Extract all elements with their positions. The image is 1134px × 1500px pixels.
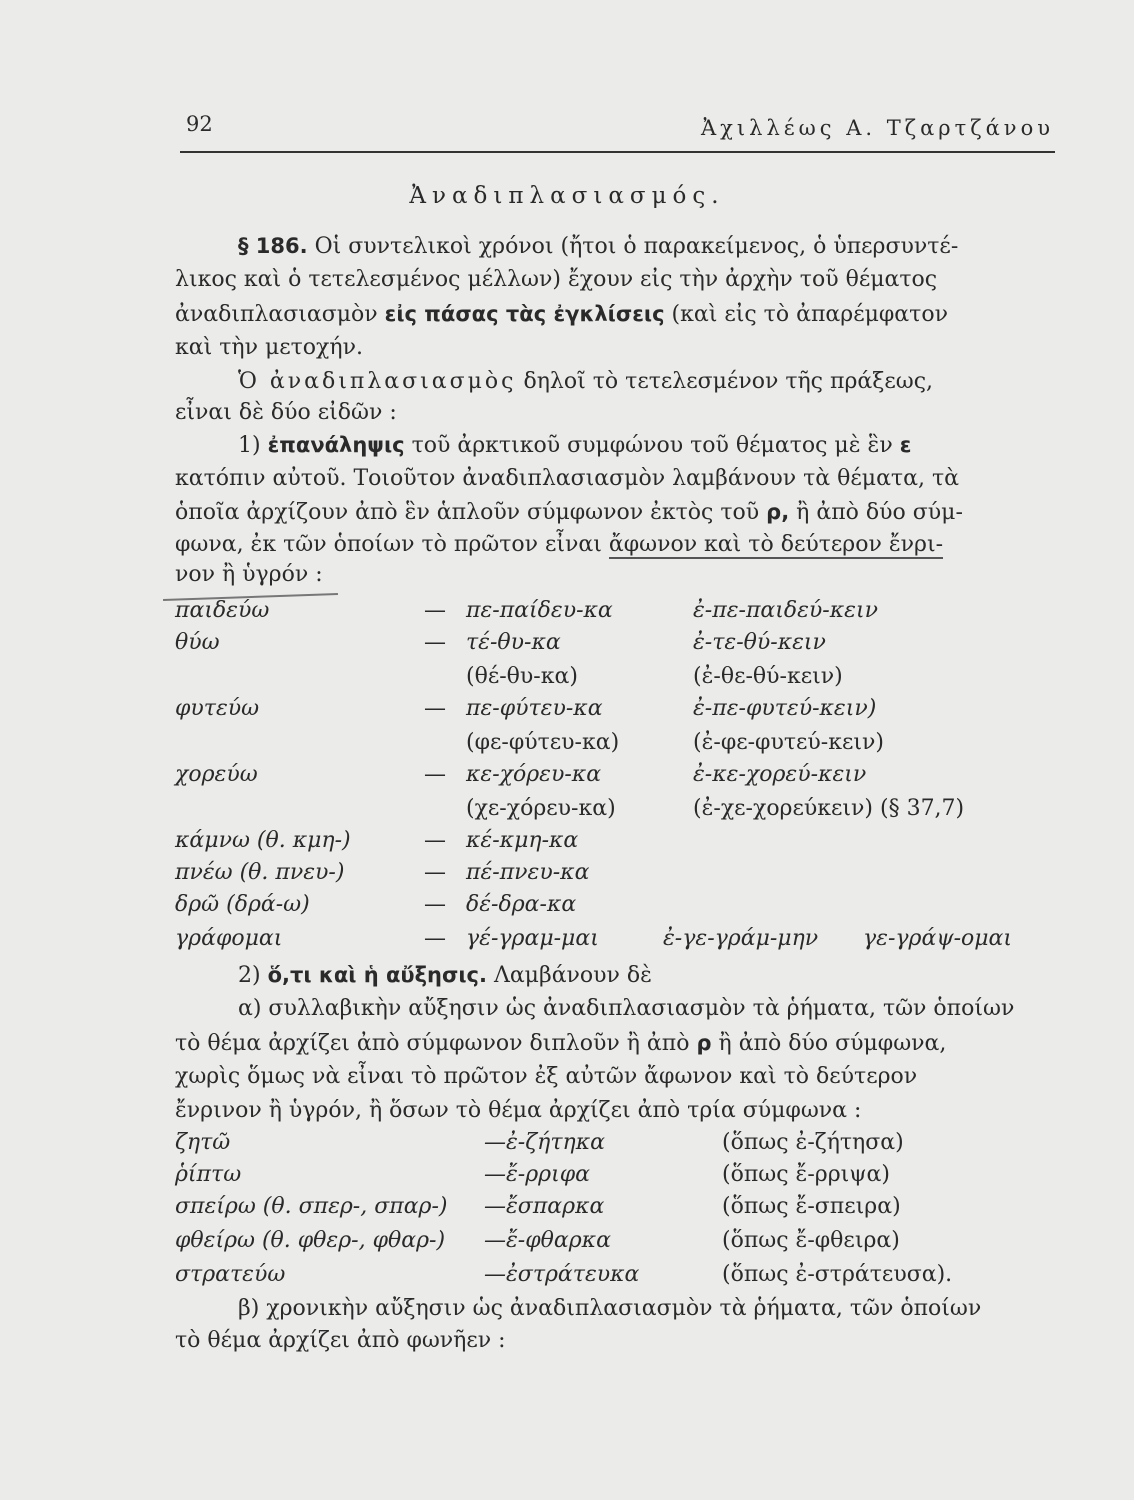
paragraph-186-line-2: λικος καὶ ὁ τετελεσμένος μέλλων) ἔχουν εἰς τὴν ἀρχὴν τοῦ θέματος: [175, 267, 938, 292]
table-1-cell: (ἐ-χε-χορεύκειν) (§ 37,7): [693, 796, 965, 821]
table-1-cell: πε-παίδευ-κα: [466, 598, 613, 623]
section-title: Ἀναδιπλασιασμός.: [409, 183, 725, 209]
text: Οἱ συντελικοὶ χρόνοι (ἤτοι ὁ παρακείμενος, ὁ ὑπερσυντέ-: [314, 234, 959, 259]
table-1-cell: κέ-κμη-κα: [466, 828, 579, 853]
table-2-cell: (ὅπως ἔ-ρριψα): [722, 1162, 890, 1187]
table-1-dash: —: [424, 762, 446, 787]
paragraph-2-line-1: [238, 367, 1055, 397]
text: ἀναδιπλασιασμὸν: [175, 302, 378, 327]
table-1-cell: (ἐ-φε-φυτεύ-κειν): [693, 730, 884, 755]
table-2-cell: (ὅπως ἐ-στράτευσα).: [722, 1262, 953, 1287]
bold-term: ἐπανάληψις: [267, 433, 405, 457]
item-1-line-4: [175, 530, 1055, 560]
table-1-cell: γέ-γραμ-μαι: [466, 926, 599, 951]
item-2b-line-2: τὸ θέμα ἀρχίζει ἀπὸ φωνῆεν :: [175, 1328, 506, 1353]
paragraph-186-line-4: καὶ τὴν μετοχήν.: [175, 335, 363, 360]
table-2-cell: —ἔ-ρριφα: [484, 1162, 590, 1187]
table-1-cell: ἐ-πε-παιδεύ-κειν: [693, 598, 878, 623]
table-2-cell: ζητῶ: [175, 1130, 231, 1155]
item-2a-line-1: α) συλλαβικὴν αὔξησιν ὡς ἀναδιπλασιασμὸν τὰ ῥήματα, τῶν ὁποίων: [238, 996, 1015, 1021]
bold-phrase: εἰς πάσας τὰς ἐγκλίσεις: [384, 302, 665, 326]
bold-letter: ρ,: [766, 500, 790, 524]
table-1-cell: (ἐ-θε-θύ-κειν): [693, 664, 843, 689]
bold-letter: ε: [899, 433, 912, 457]
table-1-cell: φυτεύω: [175, 696, 260, 721]
text: (καὶ εἰς τὸ ἀπαρέμφατον: [671, 302, 948, 327]
table-1-cell: (χε-χόρευ-κα): [466, 796, 616, 821]
table-1-dash: —: [424, 860, 446, 885]
underlined-text: ἄφωνον καὶ τὸ δεύτερον ἔνρι-: [608, 532, 943, 557]
text: ὁποῖα ἀρχίζουν ἀπὸ ἓν ἁπλοῦν σύμφωνον ἐκτὸς τοῦ: [175, 500, 760, 525]
table-1-cell: παιδεύω: [175, 598, 270, 623]
table-2-cell: (ὅπως ἔ-φθειρα): [722, 1228, 900, 1253]
table-1-cell: χορεύω: [175, 762, 258, 787]
table-2-cell: στρατεύω: [175, 1262, 286, 1287]
item-1-line-3: [175, 497, 1055, 528]
table-1-cell: ἐ-πε-φυτεύ-κειν): [693, 696, 877, 721]
table-1-cell: ἐ-κε-χορεύ-κειν: [693, 762, 867, 787]
item-number: 2): [238, 963, 261, 988]
text: φωνα, ἐκ τῶν ὁποίων τὸ πρῶτον εἶναι: [175, 532, 602, 557]
table-1-cell: κάμνω (θ. κμη-): [175, 828, 351, 853]
table-2-cell: —ἐ-ζήτηκα: [484, 1130, 605, 1155]
paragraph-2-line-2: εἶναι δὲ δύο εἰδῶν :: [175, 400, 397, 425]
item-2-line-1: [238, 960, 1055, 991]
item-2b-line-1: β) χρονικὴν αὔξησιν ὡς ἀναδιπλασιασμὸν τὰ ῥήματα, τῶν ὁποίων: [238, 1296, 982, 1321]
table-2-cell: ῥίπτω: [175, 1162, 242, 1187]
table-2-cell: —ἐστράτευκα: [484, 1262, 640, 1287]
text: Λαμβάνουν δὲ: [493, 963, 652, 988]
bold-term: ὅ,τι καὶ ἡ αὔξησις.: [267, 963, 487, 987]
running-title: Ἀχιλλέως Α. Τζαρτζάνου: [701, 116, 1054, 140]
paragraph-186-line-1: [238, 231, 1055, 262]
table-1-cell: πε-φύτευ-κα: [466, 696, 603, 721]
bold-letter: ρ: [696, 1031, 712, 1055]
table-1-cell: δέ-δρα-κα: [466, 892, 577, 917]
text: ἢ ἀπὸ δύο σύμφωνα,: [718, 1031, 947, 1056]
table-1-cell: πέ-πνευ-κα: [466, 860, 590, 885]
item-2a-line-4: ἔνρινον ἢ ὑγρόν, ἢ ὅσων τὸ θέμα ἀρχίζει ἀπὸ τρία σύμφωνα :: [175, 1098, 862, 1123]
table-1-cell: τέ-θυ-κα: [466, 630, 561, 655]
page-number: 92: [186, 112, 213, 136]
item-1-line-1: [238, 430, 1055, 461]
text: ἢ ἀπὸ δύο σύμ-: [796, 500, 963, 525]
text: τὸ θέμα ἀρχίζει ἀπὸ σύμφωνον διπλοῦν ἢ ἀπὸ: [175, 1031, 690, 1056]
table-2-cell: (ὅπως ἔ-σπειρα): [722, 1194, 901, 1219]
table-1-cell: κε-χόρευ-κα: [466, 762, 602, 787]
item-1-line-2: κατόπιν αὐτοῦ. Τοιοῦτον ἀναδιπλασιασμὸν λαμβάνουν τὰ θέματα, τὰ: [175, 466, 959, 491]
text: τοῦ ἀρκτικοῦ συμφώνου τοῦ θέματος μὲ ἓν: [411, 433, 893, 458]
paragraph-186-line-3: [175, 299, 1055, 330]
table-1-cell: (φε-φύτευ-κα): [466, 730, 620, 755]
table-2-cell: σπείρω (θ. σπερ-, σπαρ-): [175, 1194, 448, 1219]
table-1-cell: ἐ-τε-θύ-κειν: [693, 630, 826, 655]
section-number: § 186.: [238, 234, 308, 258]
table-1-cell: γε-γράψ-ομαι: [863, 926, 1013, 951]
table-1-dash: —: [424, 892, 446, 917]
table-2-cell: (ὅπως ἐ-ζήτησα): [722, 1130, 904, 1155]
table-1-cell: ἐ-γε-γράμ-μην: [663, 926, 819, 951]
table-1-dash: —: [424, 926, 446, 951]
item-1-line-5: νον ἢ ὑγρόν :: [175, 562, 323, 587]
table-1-cell: δρῶ (δρά-ω): [175, 892, 310, 917]
table-1-cell: πνέω (θ. πνευ-): [175, 860, 345, 885]
header-rule: [180, 151, 1055, 153]
table-1-dash: —: [424, 696, 446, 721]
table-1-dash: —: [424, 598, 446, 623]
table-2-cell: φθείρω (θ. φθερ-, φθαρ-): [175, 1228, 446, 1253]
table-2-cell: —ἔ-φθαρκα: [484, 1228, 611, 1253]
table-1-cell: θύω: [175, 630, 220, 655]
table-1-cell: (θέ-θυ-κα): [466, 664, 578, 689]
spaced-term: Ὁ ἀναδιπλασιασμὸς: [238, 369, 517, 394]
item-2a-line-3: χωρὶς ὅμως νὰ εἶναι τὸ πρῶτον ἐξ αὐτῶν ἄφωνον καὶ τὸ δεύτερον: [175, 1064, 918, 1089]
item-number: 1): [238, 433, 261, 458]
text: δηλοῖ τὸ τετελεσμένον τῆς πράξεως,: [523, 369, 934, 394]
table-1-cell: γράφομαι: [175, 926, 283, 951]
table-1-dash: —: [424, 828, 446, 853]
table-1-dash: —: [424, 630, 446, 655]
table-2-cell: —ἔσπαρκα: [484, 1194, 605, 1219]
item-2a-line-2: [175, 1028, 1055, 1059]
